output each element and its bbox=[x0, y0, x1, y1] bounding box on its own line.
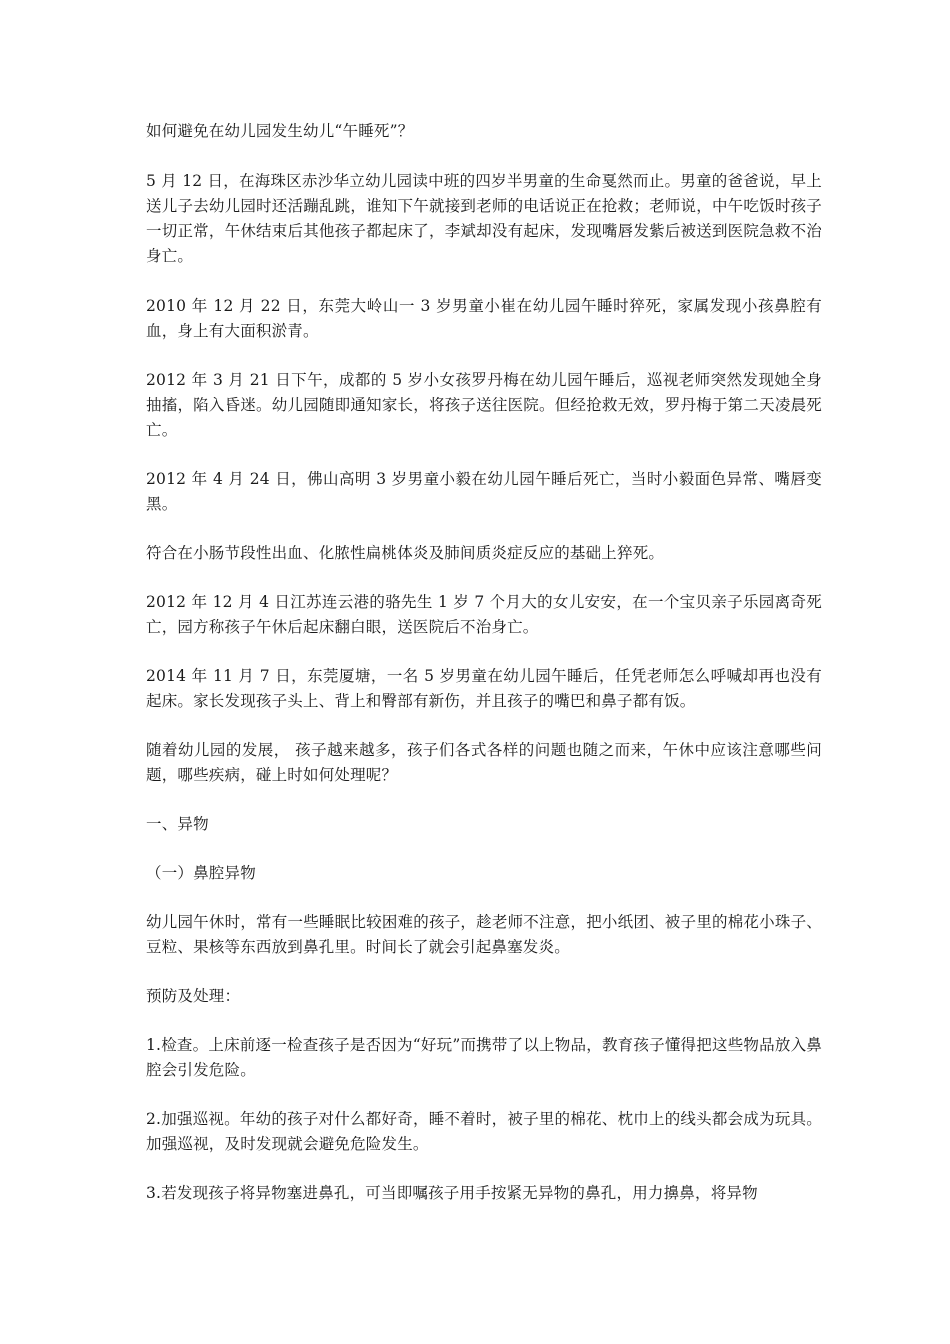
paragraph-case-may12: 5 月 12 日，在海珠区赤沙华立幼儿园读中班的四岁半男童的生命戛然而止。男童的爸爸说，早上送儿子去幼儿园时还活蹦乱跳，谁知下午就接到老师的电话说正在抢救；老师说，中午吃饭时孩子一切正常，午休结束后其他孩子都起床了，李斌却没有起床，发现嘴唇发紫后被送到医院急救不治身亡。 bbox=[146, 172, 822, 265]
paragraph-case-2014: 2014 年 11 月 7 日，东莞厦塘，一名 5 岁男童在幼儿园午睡后，任凭老师怎么呼喊却再也没有起床。家长发现孩子头上、背上和臀部有新伤，并且孩子的嘴巴和鼻子都有饭。 bbox=[146, 667, 822, 710]
document-title: 如何避免在幼儿园发生幼儿“午睡死”？ bbox=[146, 122, 414, 140]
paragraph-case-2012-march: 2012 年 3 月 21 日下午，成都的 5 岁小女孩罗丹梅在幼儿园午睡后，巡视老师突然发现她全身抽搐，陷入昏迷。幼儿园随即通知家长，将孩子送往医院。但经抢救无效，罗丹梅于第二天凌晨死亡。 bbox=[146, 371, 822, 439]
paragraph-case-2012-april: 2012 年 4 月 24 日，佛山高明 3 岁男童小毅在幼儿园午睡后死亡，当时小毅面色异常、嘴唇变黑。 bbox=[146, 470, 822, 513]
section-heading-foreign-body: 一、异物 bbox=[146, 815, 209, 833]
list-item-patrol: 2.加强巡视。年幼的孩子对什么都好奇，睡不着时，被子里的棉花、枕巾上的线头都会成为玩具。加强巡视，及时发现就会避免危险发生。 bbox=[146, 1110, 822, 1153]
list-item-check: 1.检查。上床前逐一检查孩子是否因为“好玩”而携带了以上物品，教育孩子懂得把这些物品放入鼻腔会引发危险。 bbox=[146, 1036, 822, 1079]
paragraph-case-2012-december: 2012 年 12 月 4 日江苏连云港的骆先生 1 岁 7 个月大的女儿安安，在一个宝贝亲子乐园离奇死亡，园方称孩子午休后起床翻白眼，送医院后不治身亡。 bbox=[146, 593, 822, 636]
paragraph-intro-question: 随着幼儿园的发展， 孩子越来越多，孩子们各式各样的问题也随之而来，午休中应该注意哪些问题，哪些疾病，碰上时如何处理呢？ bbox=[146, 741, 822, 784]
subsection-heading-nasal: （一）鼻腔异物 bbox=[146, 864, 256, 882]
paragraph-nasal-description: 幼儿园午休时，常有一些睡眠比较困难的孩子，趁老师不注意，把小纸团、被子里的棉花小珠子、豆粒、果核等东西放到鼻孔里。时间长了就会引起鼻塞发炎。 bbox=[146, 913, 822, 956]
list-item-removal: 3.若发现孩子将异物塞进鼻孔，可当即嘱孩子用手按紧无异物的鼻孔，用力擤鼻，将异物 bbox=[146, 1184, 758, 1202]
paragraph-prevention-heading: 预防及处理： bbox=[146, 987, 241, 1005]
paragraph-autopsy-note: 符合在小肠节段性出血、化脓性扁桃体炎及肺间质炎症反应的基础上猝死。 bbox=[146, 544, 665, 562]
paragraph-case-2010: 2010 年 12 月 22 日，东莞大岭山一 3 岁男童小崔在幼儿园午睡时猝死，家属发现小孩鼻腔有血，身上有大面积淤青。 bbox=[146, 297, 822, 340]
